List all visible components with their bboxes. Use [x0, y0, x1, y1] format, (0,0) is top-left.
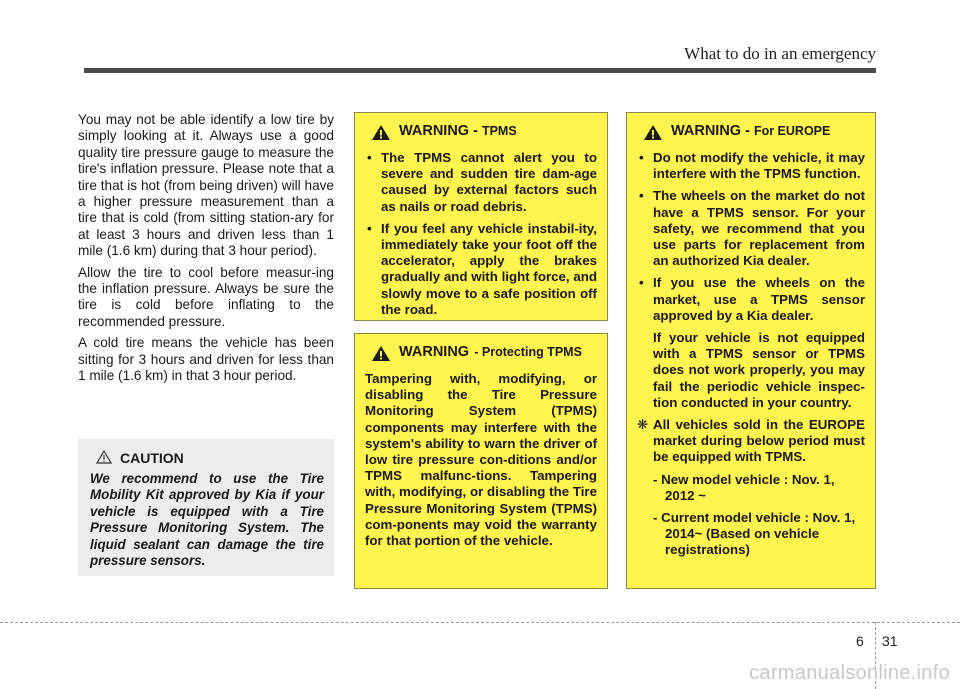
warning-heading-text: WARNING - [399, 123, 478, 139]
inspection-note: If your vehicle is not equipped with a TPMS sensor or TPMS does not work properly, you may fail the periodic vehicle inspec-tion conducted in your country. [653, 330, 865, 410]
list-item: • If you feel any vehicle instabil-ity, immediately take your foot off the accelerator, apply the brakes gradually and with light force, and slowly move to a safe position off the road. [365, 221, 597, 318]
caution-text: We recommend to use the Tire Mobility Kit approved by Kia if your vehicle is equipped with a Tire Pressure Monitoring System. The liquid sealant can damage the tire pressure sensors. [90, 471, 324, 569]
header-rule [84, 68, 876, 73]
list-item: • Do not modify the vehicle, it may interfere with the TPMS function. [637, 150, 865, 182]
requirement-text: All vehicles sold in the EUROPE market during below period must be equipped with TPMS. [653, 417, 865, 465]
list-item: • If you use the wheels on the market, use a TPMS sensor approved by a Kia dealer. [637, 275, 865, 324]
warning-list [637, 150, 865, 324]
warning-box-europe [626, 112, 876, 589]
warning-subheading: TPMS [481, 124, 517, 138]
caution-heading-text: CAUTION [120, 450, 184, 466]
warning-list [365, 150, 597, 318]
warning-text: Tampering with, modifying, or disabling the Tire Pressure Monitoring System (TPMS) components may interfere with the system's ability to warn the driver of low tire pressure con-ditions and/or TPMS malfunc-tions. Tampering with, modifying, or disabling the Tire Pressure Monitoring System (TPMS) com-ponents may void the warranty for that portion of the vehicle. [365, 371, 597, 549]
page-number: 31 [882, 633, 898, 649]
warning-heading [371, 123, 597, 146]
warning-box-protecting-tpms [354, 333, 608, 589]
paragraph: Allow the tire to cool before measur-ing the inflation pressure. Always be sure the tire is cold before inflating to the recommended pressure. [78, 264, 334, 329]
warning-box-tpms [354, 112, 608, 321]
list-item: • The wheels on the market do not have a TPMS sensor. For your safety, we recommend that you use parts for replacement from an authorized Kia dealer. [637, 188, 865, 269]
footer-rule [0, 622, 960, 623]
warning-triangle-icon [371, 345, 391, 367]
body-text-column [78, 112, 334, 390]
paragraph: You may not be able identify a low tire by simply looking at it. Always use a good quality tire pressure gauge to measure the tire's inflation pressure. Please note that a tire that is hot (from being driven) will have a higher pressure measurement than a tire that is cold (from sitting station-ary for at least 3 hours and driven less than 1 mile (1.6 km) during that 3 hour period). [78, 112, 334, 259]
warning-heading-text: WARNING [399, 344, 470, 360]
caution-triangle-icon [96, 450, 112, 467]
warning-heading [643, 123, 865, 146]
watermark: carmanualsonline.info [749, 662, 950, 684]
list-item: • The TPMS cannot alert you to severe and sudden tire dam-age caused by external factors such as nails or road debris. [365, 150, 597, 215]
paragraph: A cold tire means the vehicle has been sitting for 3 hours and driven for less than 1 mile (1.6 km) in that 3 hour period. [78, 335, 334, 384]
warning-heading [371, 344, 597, 367]
date-item-new-model: - New model vehicle : Nov. 1, 2012 ~ [653, 471, 835, 503]
date-item-current-model: - Current model vehicle : Nov. 1, 2014~ (Based on vehicle registrations) [653, 510, 856, 558]
chapter-number: 6 [856, 633, 864, 649]
europe-requirement-note [637, 417, 865, 466]
warning-triangle-icon [643, 124, 663, 146]
warning-heading-text: WARNING - [671, 123, 750, 139]
warning-subheading: - Protecting TPMS [474, 345, 582, 359]
caution-heading [96, 449, 324, 467]
warning-subheading: For EUROPE [753, 124, 831, 138]
caution-box [78, 439, 334, 576]
warning-triangle-icon [371, 124, 391, 146]
section-title: What to do in an emergency [684, 44, 876, 63]
asterism-icon: ❋ [637, 417, 649, 433]
